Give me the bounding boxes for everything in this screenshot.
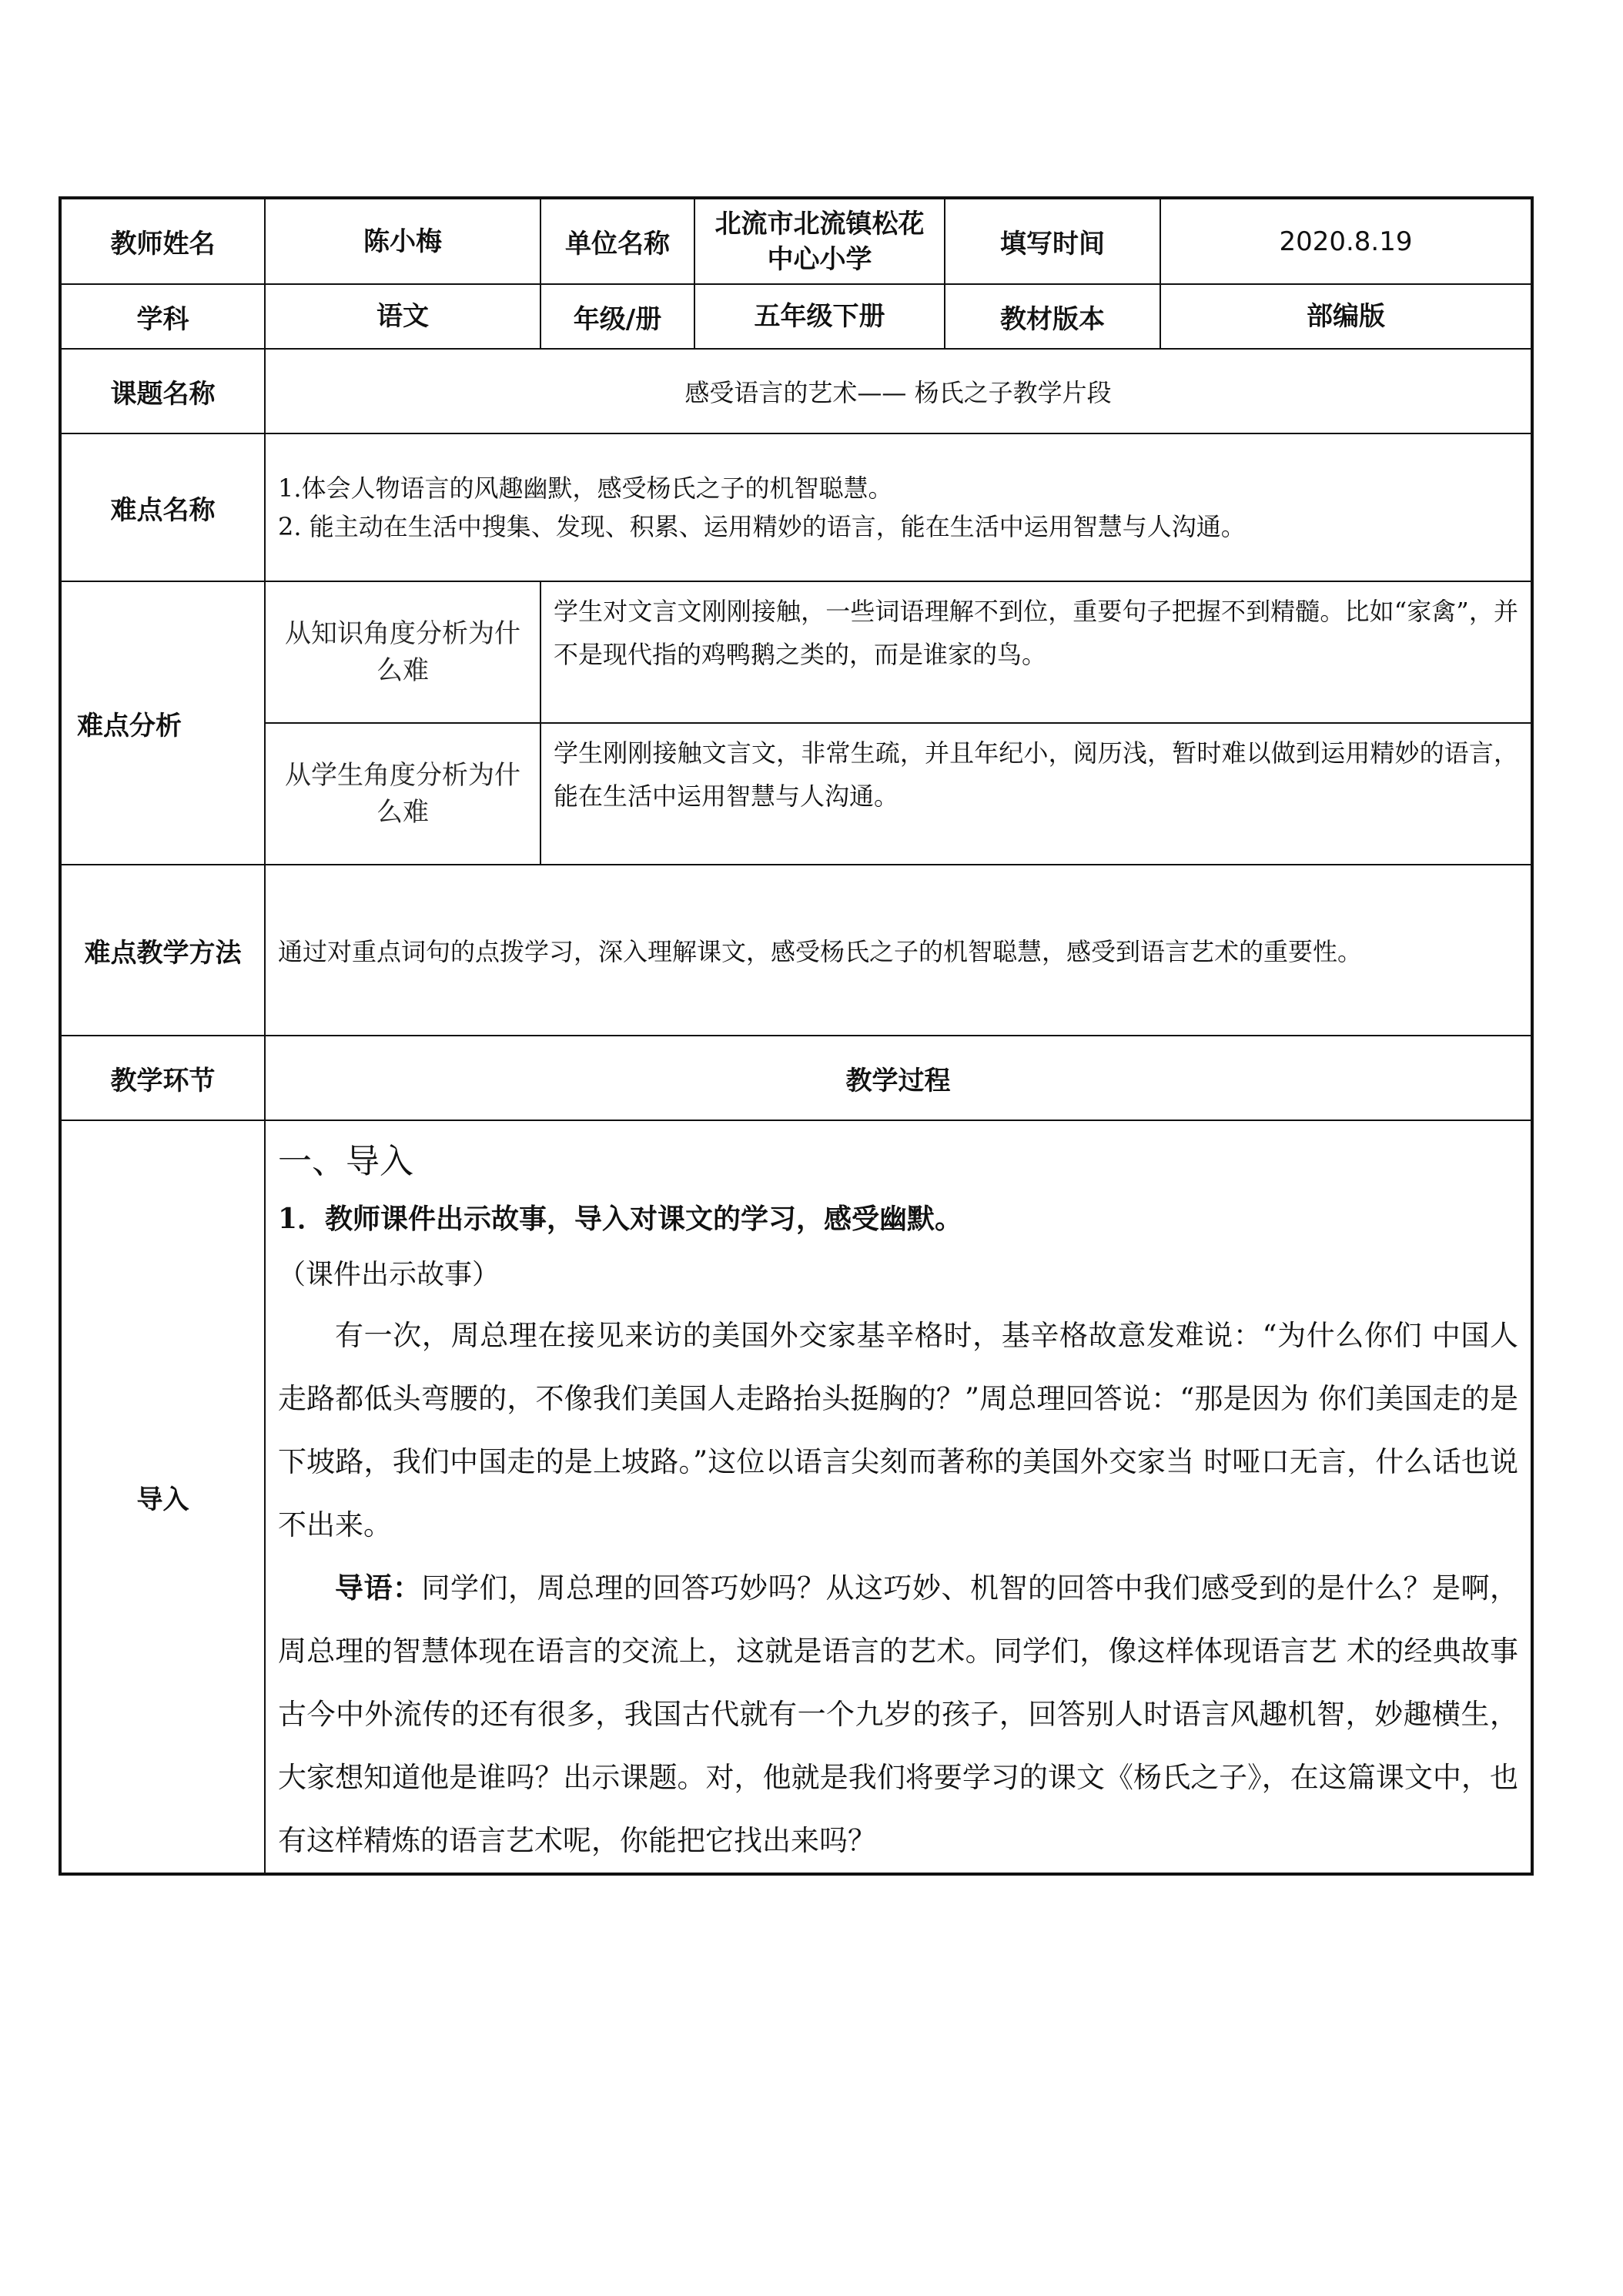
edition-value: 部编版 [1160, 284, 1532, 349]
date-label: 填写时间 [945, 198, 1160, 284]
subject-value: 语文 [265, 284, 540, 349]
difficulty-label: 难点名称 [60, 433, 265, 581]
header-row-1 [60, 198, 1532, 284]
teacher-label: 教师姓名 [60, 198, 265, 284]
intro-note: （课件出示故事） [278, 1259, 500, 1290]
unit-value: 北流市北流镇松花中心小学 [694, 198, 945, 284]
intro-guide [278, 1557, 1518, 1873]
intro-heading: 一、导入 [278, 1142, 413, 1181]
grade-value: 五年级下册 [694, 284, 945, 349]
intro-step-1: 1．教师课件出示故事，导入对课文的学习，感受幽默。 [278, 1203, 963, 1235]
student-angle-text: 学生刚刚接触文言文，非常生疏，并且年纪小，阅历浅，暂时难以做到运用精妙的语言，能在生活中运用智慧与人沟通。 [540, 723, 1532, 865]
method-row [60, 865, 1532, 1036]
guide-label: 导语： [335, 1571, 422, 1605]
intro-row [60, 1120, 1532, 1874]
grade-label: 年级/册 [540, 284, 694, 349]
topic-label: 课题名称 [60, 349, 265, 433]
guide-text: 同学们，周总理的回答巧妙吗？从这巧妙、机智的回答中我们感受到的是什么？是啊，周总理的智慧体现在语言的交流上，这就是语言的艺术。同学们，像这样体现语言艺 术的经典故事古今中外流传的还有很多，我国古代就有一个九岁的孩子，回答别人时语言风趣机智，妙趣横生，大家想知道他是谁吗？出示课题。对，他就是我们将要学习的课文《杨氏之子》，在这篇课文中，也有这样精炼的语言艺术呢，你能把它找出来吗？ [278, 1571, 1518, 1857]
subject-label: 学科 [60, 284, 265, 349]
student-angle-label: 从学生角度分析为什么难 [265, 723, 540, 865]
intro-content [265, 1120, 1532, 1874]
analysis-row-2 [60, 723, 1532, 865]
method-label: 难点教学方法 [60, 865, 265, 1036]
topic-row [60, 349, 1532, 433]
analysis-row-1 [60, 581, 1532, 723]
intro-label: 导入 [60, 1120, 265, 1874]
difficulty-row [60, 433, 1532, 581]
unit-label: 单位名称 [540, 198, 694, 284]
intro-story: 有一次，周总理在接见来访的美国外交家基辛格时，基辛格故意发难说：“为什么你们 中国人走路都低头弯腰的，不像我们美国人走路抬头挺胸的？”周总理回答说：“那是因为 你们美国走的是下坡路，我们中国走的是上坡路。”这位以语言尖刻而著称的美国外交家当 时哑口无言，什么话也说不出来。 [278, 1319, 1518, 1541]
lesson-plan-table [59, 196, 1534, 1876]
edition-label: 教材版本 [945, 284, 1160, 349]
header-row-2 [60, 284, 1532, 349]
process-title: 教学过程 [265, 1036, 1532, 1120]
difficulty-list [265, 433, 1532, 581]
date-value: 2020.8.19 [1160, 198, 1532, 284]
analysis-label: 难点分析 [60, 581, 265, 865]
method-value: 通过对重点词句的点拨学习，深入理解课文，感受杨氏之子的机智聪慧，感受到语言艺术的重要性。 [265, 865, 1532, 1036]
knowledge-angle-label: 从知识角度分析为什么难 [265, 581, 540, 723]
knowledge-angle-text: 学生对文言文刚刚接触，一些词语理解不到位，重要句子把握不到精髓。比如“家禽”，并不是现代指的鸡鸭鹅之类的，而是谁家的鸟。 [540, 581, 1532, 723]
difficulty-item-1: 1.体会人物语言的风趣幽默，感受杨氏之子的机智聪慧。 [278, 474, 893, 503]
process-stage-label: 教学环节 [60, 1036, 265, 1120]
teacher-value: 陈小梅 [265, 198, 540, 284]
difficulty-item-2: 2. 能主动在生活中搜集、发现、积累、运用精妙的语言，能在生活中运用智慧与人沟通。 [278, 512, 1246, 541]
topic-value: 感受语言的艺术—— 杨氏之子教学片段 [265, 349, 1532, 433]
process-header-row [60, 1036, 1532, 1120]
